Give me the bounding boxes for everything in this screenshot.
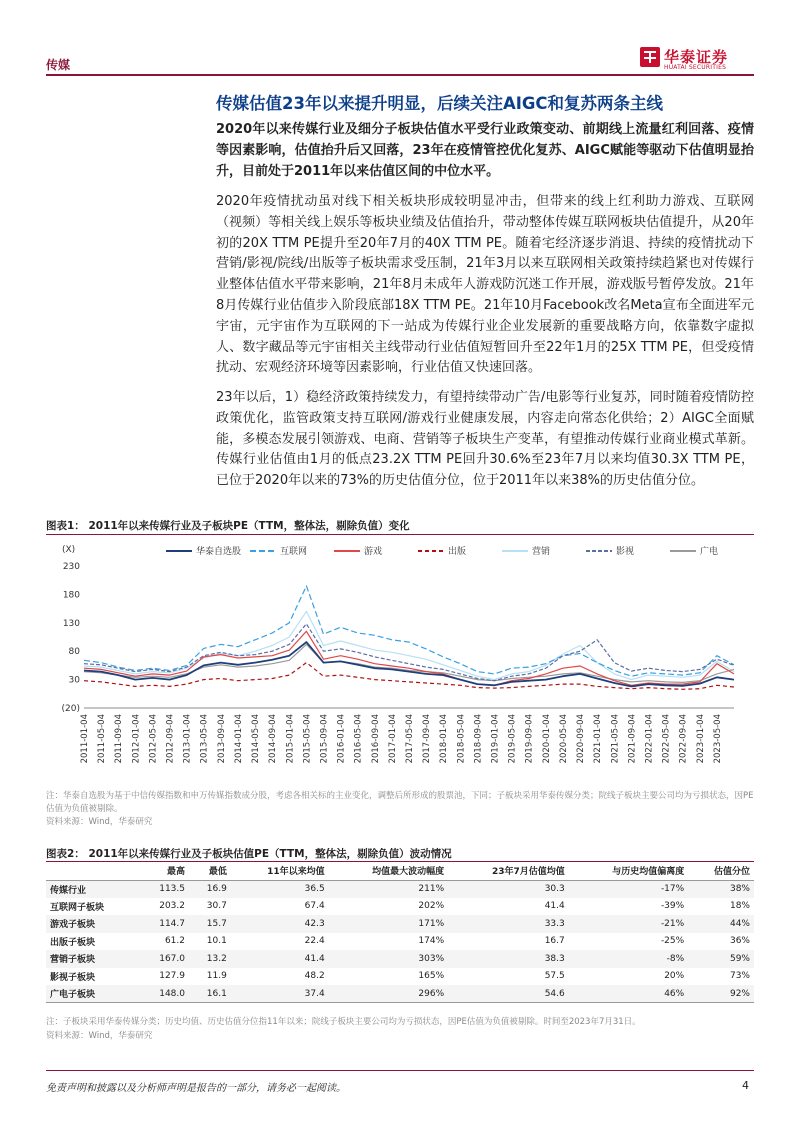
series-line	[84, 586, 734, 676]
x-tick-label: 2016-05-04	[353, 714, 364, 764]
x-tick-label: 2021-09-04	[627, 714, 638, 764]
x-tick-label: 2017-01-04	[387, 714, 398, 764]
table-cell: 211%	[329, 880, 448, 898]
table-cell: 54.6	[448, 985, 569, 1003]
x-tick-label: 2022-09-04	[678, 714, 689, 764]
x-tick-label: 2018-05-04	[456, 714, 467, 764]
table-cell: 20%	[664, 971, 685, 982]
footer-disclaimer: 免责声明和披露以及分析师声明是报告的一部分，请务必一起阅读。	[46, 1083, 346, 1094]
table-cell: 48.2	[304, 971, 325, 982]
header-divider	[46, 74, 754, 76]
y-tick-label: 30	[68, 675, 80, 686]
logo-text-cn: 华泰证券	[664, 48, 729, 66]
legend-label: 广电	[700, 547, 719, 557]
x-tick-label: 2014-05-04	[251, 714, 262, 764]
table-cell: 22.4	[304, 936, 325, 947]
table-cell: 114.7	[139, 915, 189, 933]
table-cell: 16.9	[189, 880, 231, 898]
table-cell: 37.4	[231, 985, 329, 1003]
x-tick-label: 2015-09-04	[319, 714, 330, 764]
legend-label: 影视	[616, 547, 635, 557]
x-tick-label: 2016-01-04	[336, 714, 347, 764]
x-tick-label: 2023-01-04	[695, 714, 706, 764]
table-cell: 33.3	[448, 915, 569, 933]
table-row	[46, 985, 754, 1003]
table-cell: 38.3	[448, 950, 569, 968]
x-tick-label: 2017-05-04	[405, 714, 415, 764]
x-tick-label: 2011-05-04	[97, 714, 108, 764]
table-cell: 92%	[688, 985, 754, 1003]
x-tick-label: 2014-01-04	[233, 714, 244, 764]
x-tick-label: 2015-05-04	[302, 714, 313, 764]
table-cell: 18%	[729, 901, 750, 912]
y-tick-label: (20)	[61, 704, 80, 714]
table-cell: -39%	[660, 901, 685, 912]
x-tick-label: 2020-09-04	[576, 714, 587, 764]
pe-line-chart	[46, 536, 754, 786]
table-cell: 303%	[329, 950, 448, 968]
x-tick-label: 2012-01-04	[131, 714, 142, 764]
table-cell: -8%	[569, 950, 688, 968]
y-tick-label: 130	[62, 618, 80, 629]
figure1-title: 图表1： 2011年以来传媒行业及子板块PE（TTM，整体法，剔除负值）变化	[46, 520, 410, 532]
table-cell: 38%	[688, 880, 754, 898]
table-cell: 165%	[418, 971, 445, 982]
table-cell: 57.5	[544, 971, 565, 982]
logo-text-en: HUATAI SECURITIES	[664, 64, 727, 71]
table-cell: 30.7	[206, 901, 227, 912]
x-tick-label: 2018-01-04	[439, 714, 450, 764]
table-header-row	[46, 862, 754, 880]
table-row	[46, 880, 754, 898]
table-row-label: 互联网子板块	[50, 902, 105, 913]
x-tick-label: 2012-09-04	[165, 714, 176, 764]
table-cell: -25%	[660, 936, 685, 947]
legend-label: 互联网	[280, 547, 308, 557]
table-header: 与历史均值偏离度	[569, 862, 688, 880]
body-paragraph-1: 2020年疫情扰动虽对线下相关板块形成较明显冲击，但带来的线上红利助力游戏、互联网（视频）等相关线上娱乐等板块业绩及估值抬升，带动整体传媒互联网板块估值提升，从20年初的20X TTM PE提升至20年7月的40X TTM PE。随着宅经济逐步消退、持续的疫情扰动下营销/影视/院线/出版等子板块需求受压制，21年3月以来互联网相关政策持续趋紧也对传媒行业整体估值水平带来影响，21年8月未成年人游戏防沉迷工作开展，游戏版号暂停发放。21年8月传媒行业估值步入阶段底部18X TTM PE。21年10月Facebook改名Meta宣布全面进军元宇宙，元宇宙作为互联网的下一站成为传媒行业企业发展新的重要战略方向，依靠数字虚拟人、数字藏品等元宇宙相关主线带动行业估值短暂回升至22年1月的25X TTM PE，但受疫情扰动、宏观经济环境等因素影响，行业估值又快速回落。	[216, 194, 754, 376]
table-row	[46, 950, 754, 968]
table-cell: 127.9	[159, 971, 185, 982]
table-cell: 11.9	[206, 971, 227, 982]
table-row-label: 广电子板块	[46, 985, 139, 1003]
summary-paragraph: 2020年以来传媒行业及细分子板块估值水平受行业政策变动、前期线上流量红利回落、疫情等因素影响，估值抬升后又回落，23年在疫情管控优化复苏、AIGC赋能等驱动下估值明显抬升，目前处于2011年以来估值区间的中位水平。	[216, 122, 754, 179]
section-heading: 传媒估值23年以来提升明显，后续关注AIGC和复苏两条主线	[216, 94, 664, 113]
legend-label: 营销	[532, 547, 551, 557]
x-tick-label: 2014-09-04	[268, 714, 279, 764]
table-header: 最高	[139, 862, 189, 880]
table-cell: 13.2	[189, 950, 231, 968]
table-cell: 36%	[729, 936, 750, 947]
x-tick-label: 2020-05-04	[558, 714, 569, 764]
table-cell: 44%	[688, 915, 754, 933]
footer-divider	[46, 1070, 754, 1071]
table-header: 均值最大波动幅度	[329, 862, 448, 880]
page-number: 4	[742, 1079, 749, 1092]
table-cell: 46%	[569, 985, 688, 1003]
y-tick-label: 180	[62, 590, 80, 601]
x-tick-label: 2016-09-04	[370, 714, 381, 764]
table-header: 11年以来均值	[231, 862, 329, 880]
x-tick-label: 2019-09-04	[524, 714, 535, 764]
legend-label: 华泰自选股	[196, 547, 242, 557]
table-row-label: 影视子板块	[50, 972, 96, 983]
table-row-label: 游戏子板块	[46, 915, 139, 933]
x-tick-label: 2019-05-04	[507, 714, 518, 764]
x-tick-label: 2013-01-04	[182, 714, 193, 764]
x-tick-label: 2013-09-04	[216, 714, 227, 764]
company-logo	[640, 46, 752, 72]
y-tick-label: 230	[62, 562, 80, 572]
table-row	[46, 968, 754, 986]
table-row	[46, 915, 754, 933]
x-tick-label: 2023-05-04	[712, 714, 723, 764]
y-tick-label: 80	[68, 647, 80, 658]
x-tick-label: 2011-09-04	[114, 714, 125, 764]
legend-label: 出版	[448, 547, 467, 557]
table-cell: 16.7	[544, 936, 565, 947]
table-cell: 67.4	[304, 901, 325, 912]
table-cell: 171%	[329, 915, 448, 933]
x-tick-label: 2022-01-04	[644, 714, 655, 764]
table-cell: 36.5	[231, 880, 329, 898]
table-cell: 10.1	[206, 936, 227, 947]
table-cell: 202%	[418, 901, 445, 912]
table-cell: 148.0	[139, 985, 189, 1003]
table-cell: -17%	[569, 880, 688, 898]
x-tick-label: 2020-01-04	[541, 714, 552, 764]
x-tick-label: 2021-01-04	[593, 714, 604, 764]
legend-label: 游戏	[364, 547, 383, 557]
table-cell: -21%	[569, 915, 688, 933]
x-tick-label: 2013-05-04	[199, 714, 210, 764]
series-line	[84, 642, 734, 686]
table-cell: 30.3	[448, 880, 569, 898]
table-cell: 42.3	[231, 915, 329, 933]
table-row-label: 出版子板块	[50, 937, 96, 948]
table-cell: 59%	[688, 950, 754, 968]
table-cell: 174%	[418, 936, 445, 947]
figure2-title: 图表2： 2011年以来传媒行业及子板块估值PE（TTM，整体法，剔除负值）波动情况	[46, 848, 452, 860]
figure1-divider	[46, 534, 754, 535]
table-cell: 41.4	[231, 950, 329, 968]
figure1-source: 资料来源：Wind，华泰研究	[46, 817, 153, 827]
table-cell: 167.0	[139, 950, 189, 968]
series-line	[84, 611, 734, 679]
x-tick-label: 2021-05-04	[610, 714, 621, 764]
table-cell: 296%	[329, 985, 448, 1003]
x-tick-label: 2017-09-04	[422, 714, 433, 764]
figure2-source: 资料来源：Wind，华泰研究	[46, 1031, 153, 1041]
table-row	[46, 898, 754, 916]
x-tick-label: 2022-05-04	[661, 714, 672, 764]
y-axis-label: (X)	[62, 545, 76, 555]
figure2-note: 注：子板块采用华泰传媒分类；历史均值、历史估值分位指11年以来；院线子板块主要公司均为亏损状态，因PE估值为负值被剔除。时间至2023年7月31日。	[46, 1017, 641, 1027]
huatai-logo-icon	[640, 47, 660, 67]
table-cell: 113.5	[139, 880, 189, 898]
section-label: 传媒	[46, 58, 71, 72]
table-cell: 73%	[729, 971, 750, 982]
table-header: 最低	[189, 862, 231, 880]
x-tick-label: 2012-05-04	[148, 714, 159, 764]
table-row-label: 传媒行业	[46, 880, 139, 898]
table-cell: 16.1	[189, 985, 231, 1003]
x-tick-label: 2011-01-04	[80, 714, 90, 764]
table-row	[46, 933, 754, 951]
figure1-note: 注：华泰自选股为基于中信传媒指数和申万传媒指数成分股，考虑各相关标的主业变化，调整后所形成的股票池，下同；子板块采用华泰传媒分类；院线子板块主要公司均为亏损状态，因PE估值为负值被剔除。	[46, 791, 754, 814]
table-header: 估值分位	[688, 862, 754, 880]
table-cell: 61.2	[164, 936, 185, 947]
table-cell: 203.2	[159, 901, 185, 912]
table-cell: 41.4	[544, 901, 565, 912]
table-row-label: 营销子板块	[46, 950, 139, 968]
x-tick-label: 2018-09-04	[473, 714, 484, 764]
x-tick-label: 2019-01-04	[490, 714, 501, 764]
body-paragraph-2: 23年以后，1）稳经济政策持续发力，有望持续带动广告/电影等行业复苏，同时随着疫情防控政策优化，监管政策支持互联网/游戏行业健康发展，内容走向常态化供给；2）AIGC全面赋能，多模态发展引领游戏、电商、营销等子板块生产变革，有望推动传媒行业商业模式革新。传媒行业估值由1月的低点23.2X TTM PE回升30.6%至23年7月以来均值30.3X TTM PE，已位于2020年以来的73%的历史估值分位，位于2011年以来38%的历史估值分位。	[216, 390, 754, 489]
valuation-table	[46, 862, 754, 1003]
table-cell: 15.7	[189, 915, 231, 933]
table-header: 23年7月估值均值	[448, 862, 569, 880]
x-tick-label: 2015-01-04	[285, 714, 296, 764]
table-header	[46, 862, 139, 880]
